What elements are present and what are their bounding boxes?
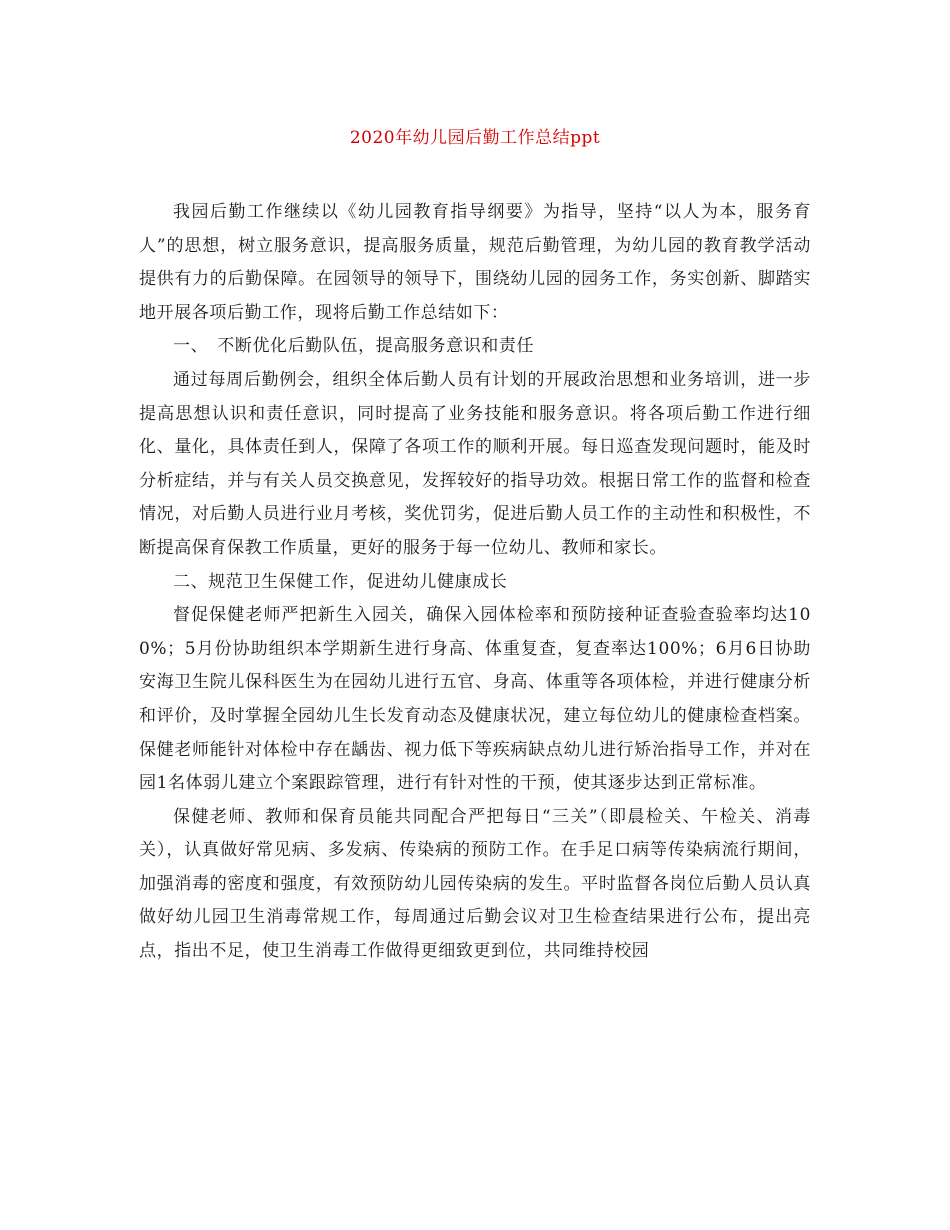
paragraph-health-checks: 督促保健老师严把新生入园关，确保入园体检率和预防接种证查验查验率均达100%；5月份协助组织本学期新生进行身高、体重复查，复查率达100%；6月6日协助安海卫生院儿保科医生为在园幼儿进行五官、身高、体重等各项体检，并进行健康分析和评价，及时掌握全园幼儿生长发育动态及健康状况，建立每位幼儿的健康检查档案。保健老师能针对体检中存在龋齿、视力低下等疾病缺点幼儿进行矫治指导工作，并对在园1名体弱儿建立个案跟踪管理，进行有针对性的干预，使其逐步达到正常标准。 xyxy=(139,605,811,794)
document-body xyxy=(139,196,811,969)
section-heading-1: 一、 不断优化后勤队伍，提高服务意识和责任 xyxy=(173,336,535,357)
paragraph-intro: 我园后勤工作继续以《幼儿园教育指导纲要》为指导，坚持“以人为本，服务育人”的思想，树立服务意识，提高服务质量，规范后勤管理，为幼儿园的教育教学活动提供有力的后勤保障。在园领导的领导下，围绕幼儿园的园务工作，务实创新、脚踏实地开展各项后勤工作，现将后勤工作总结如下： xyxy=(139,202,811,323)
paragraph-section-1: 通过每周后勤例会，组织全体后勤人员有计划的开展政治思想和业务培训，进一步提高思想认识和责任意识，同时提高了业务技能和服务意识。将各项后勤工作进行细化、量化，具体责任到人，保障了各项工作的顺利开展。每日巡查发现问题时，能及时分析症结，并与有关人员交换意见，发挥较好的指导功效。根据日常工作的监督和检查情况，对后勤人员进行业月考核，奖优罚劣，促进后勤人员工作的主动性和积极性，不断提高保育保教工作质量，更好的服务于每一位幼儿、教师和家长。 xyxy=(139,369,811,558)
section-heading-2: 二、规范卫生保健工作，促进幼儿健康成长 xyxy=(173,571,508,592)
paragraph-hygiene: 保健老师、教师和保育员能共同配合严把每日“三关”（即晨检关、午检关、消毒关），认真做好常见病、多发病、传染病的预防工作。在手足口病等传染病流行期间，加强消毒的密度和强度，有效预防幼儿园传染病的发生。平时监督各岗位后勤人员认真做好幼儿园卫生消毒常规工作，每周通过后勤会议对卫生检查结果进行公布，提出亮点，指出不足，使卫生消毒工作做得更细致更到位，共同维持校园 xyxy=(139,806,811,962)
document-title: 2020年幼儿园后勤工作总结ppt xyxy=(349,128,601,148)
